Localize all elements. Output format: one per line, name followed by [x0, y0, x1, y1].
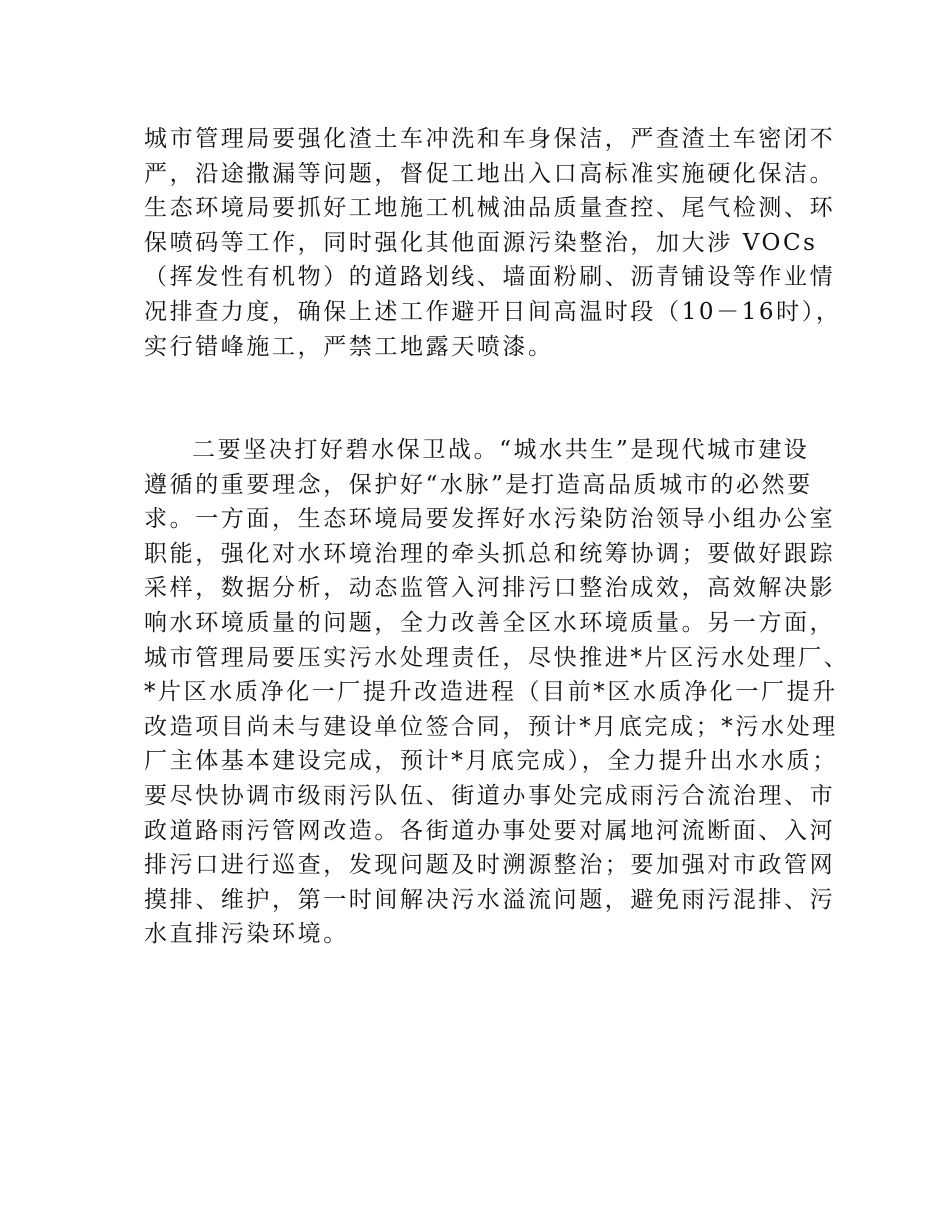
paragraph-line: 采样，数据分析，动态监管入河排污口整治成效，高效解决影 [144, 575, 836, 602]
paragraph-line: *片区水质净化一厂提升改造进程（目前*区水质净化一厂提升 [144, 679, 838, 706]
paragraph-line: 排污口进行巡查，发现问题及时溯源整治；要加强对市政管网 [144, 852, 836, 879]
paragraph-line: 二要坚决打好碧水保卫战。“城水共生”是现代城市建设 [192, 437, 810, 463]
paragraph-line: 水直排污染环境。 [144, 921, 349, 948]
paragraph-line: 改造项目尚未与建设单位签合同，预计*月底完成；*污水处理 [144, 713, 838, 740]
paragraph-line: 城市管理局要压实污水处理责任，尽快推进*片区污水处理厂、 [144, 644, 850, 671]
paragraph-line: 生态环境局要抓好工地施工机械油品质量查控、尾气检测、环 [144, 195, 836, 222]
paragraph-line: 职能，强化对水环境治理的牵头抓总和统筹协调；要做好跟踪 [144, 540, 836, 567]
paragraph-2 [144, 433, 850, 952]
paragraph-line: 厂主体基本建设完成，预计*月底完成），全力提升出水水质； [144, 748, 838, 775]
paragraph-line: 况排查力度，确保上述工作避开日间高温时段（10－16时）， [144, 298, 842, 325]
paragraph-1 [144, 122, 842, 364]
paragraph-line: 摸排、维护，第一时间解决污水溢流问题，避免雨污混排、污 [144, 886, 836, 913]
paragraph-line: 响水环境质量的问题，全力改善全区水环境质量。另一方面， [144, 609, 836, 636]
paragraph-line: 遵循的重要理念，保护好“水脉”是打造高品质城市的必然要 [144, 471, 813, 498]
paragraph-line: 实行错峰施工，严禁工地露天喷漆。 [144, 333, 554, 360]
paragraph-line: 政道路雨污管网改造。各街道办事处要对属地河流断面、入河 [144, 817, 836, 844]
paragraph-line: 严，沿途撒漏等问题，督促工地出入口高标准实施硬化保洁。 [144, 160, 836, 187]
paragraph-line: 保喷码等工作，同时强化其他面源污染整治，加大涉 VOCs [144, 229, 818, 256]
paragraph-line: 要尽快协调市级雨污队伍、街道办事处完成雨污合流治理、市 [144, 782, 836, 809]
paragraph-line: 求。一方面，生态环境局要发挥好水污染防治领导小组办公室 [144, 506, 836, 533]
paragraph-line: 城市管理局要强化渣土车冲洗和车身保洁，严查渣土车密闭不 [144, 126, 836, 152]
paragraph-line: （挥发性有机物）的道路划线、墙面粉刷、沥青铺设等作业情 [144, 264, 836, 291]
